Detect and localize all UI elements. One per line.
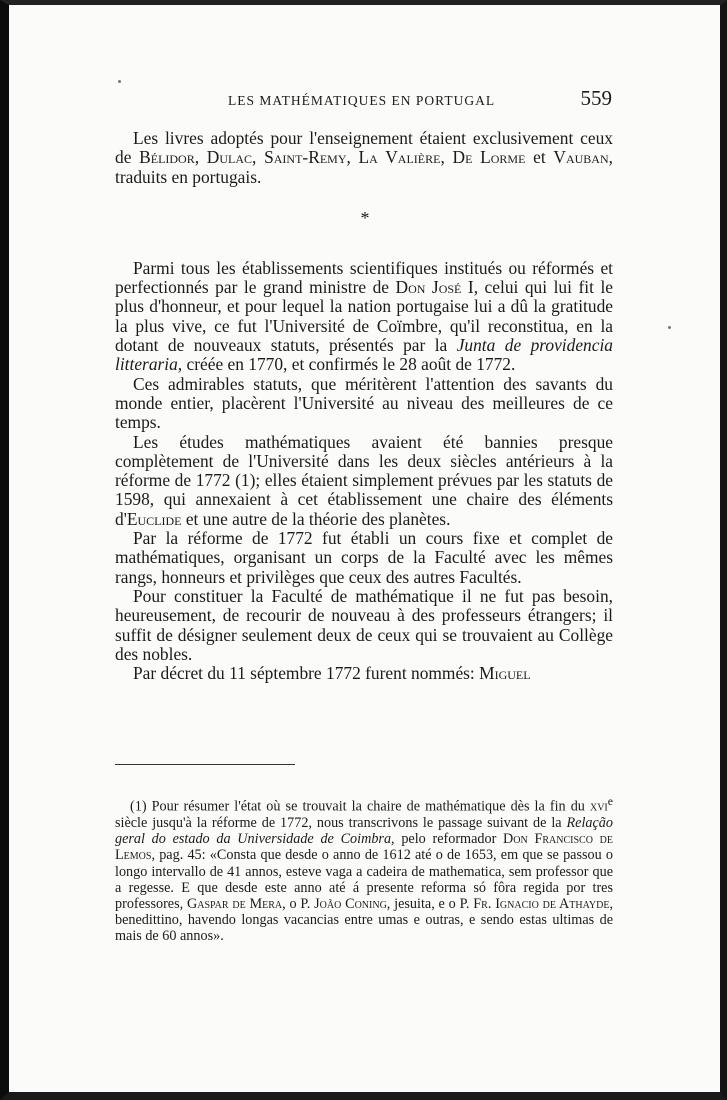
text-run: , (440, 147, 453, 168)
superscript: e (607, 794, 613, 808)
text-run: Les livres adoptés pour l'enseignement étaient exclusivement ceux de (115, 128, 613, 168)
scan-speck (118, 80, 121, 83)
text-run: et (525, 147, 554, 168)
person-name: Miguel (479, 663, 531, 684)
person-name: Euclide (126, 508, 182, 529)
text-run: , (194, 147, 207, 168)
scan-speck (668, 326, 671, 329)
footnote-text (115, 793, 613, 945)
text-run: créée en 1770, et confirmés le 28 août de 1772. (182, 354, 516, 375)
author-name: Bélidor (139, 147, 195, 168)
text-run: , traduits en portugais. (115, 147, 613, 187)
person-name: Fr. Ignacio de Athayde (473, 895, 610, 912)
paragraph-university (115, 259, 613, 375)
footnote (115, 793, 613, 945)
italic-title: Relação geral do estado da Universidade de Coimbra, (115, 814, 613, 848)
text-run: Parmi tous les établissements scientifiques institués ou réformés et perfectionnés par le grand ministre de (115, 257, 613, 298)
person-name: Don José I (395, 277, 474, 298)
text-run: (1) Pour résumer l'état où se trouvait la chaire de mathématique dès la fin du (130, 798, 590, 815)
text-run: et une autre de la théorie des planètes. (181, 508, 451, 529)
paragraph-reform: Par la réforme de 1772 fut établi un cours fixe et complet de mathématiques, organisant un corps de la Faculté avec les mêmes rangs, honneurs et privilèges que ceux des autres Facultés. (115, 528, 613, 587)
person-name: Gaspar de Mera (186, 895, 283, 912)
italic-title: Junta de providencia litteraria, (115, 335, 613, 375)
author-name: Dulac (206, 147, 253, 168)
author-name: Saint-Remy (264, 147, 347, 168)
author-name: De Lorme (452, 147, 526, 168)
century-numeral: xvi (589, 798, 608, 815)
text-run: Par décret du 11 séptembre 1772 furent nommés: (133, 663, 480, 684)
paragraph-books (115, 129, 613, 187)
author-name: La Valière (358, 147, 441, 168)
running-title: LES MATHÉMATIQUES EN PORTUGAL (228, 93, 496, 108)
section-asterism (115, 209, 613, 227)
text-run: , (346, 147, 359, 168)
paragraph-statutes: Ces admirables statuts, que méritèrent l'attention des savants du monde entier, placèrent l'Université au niveau des meilleures de ce temps. (115, 373, 613, 433)
text-run: , pag. 45: «Consta que desde o anno de 1612 até o de 1653, em que se passou o longo intervallo de 41 annos, esteve vaga a cadeira de mathematica, sem professor que a regesse. E que desde este anno até á presente reforma só fôra regida por tres professores, (115, 847, 613, 912)
text-run: , o P. (282, 895, 315, 912)
paragraph-faculty: Pour constituer la Faculté de mathématique il ne fut pas besoin, heureusement, de recourir de nouveau à des professeurs étrangers; il suffit de désigner seulement deux de ceux qui se trouvaient au Collège des nobles. (115, 585, 613, 664)
text-run: , benedittino, havendo longas vacancias entre umas e outras, e sendo estas ultimas de mais de 60 annos». (115, 895, 613, 945)
text-run: , (252, 147, 265, 168)
text-run: siècle jusqu'à la réforme de 1772, nous transcrivons le passage suivant de la (115, 814, 567, 831)
asterism-glyph: * (360, 207, 370, 228)
page-number: 559 (580, 86, 612, 110)
running-head (110, 86, 610, 116)
paragraph-decree (115, 664, 613, 683)
text-run: , celui qui lui fit le plus d'honneur, et pour lequel la nation portugaise lui a dû la gratitude la plus vive, ce fut l'Université de Coïmbre, qu'il reconstitua, en la dotant de nouveaux statuts, présentés par la (115, 277, 613, 356)
person-name: Don Francisco de Lemos (115, 831, 613, 864)
text-run: , jesuita, e o P. (386, 895, 474, 912)
text-run: Les études mathématiques avaient été bannies presque complètement de l'Université dans les deux siècles antérieurs à la réforme de 1772 (1); elles étaient simplement prévues par les statuts de 1598, qui annexaient à cet établissement une chaire des éléments d' (115, 431, 613, 529)
author-name: Vauban (553, 147, 609, 168)
paragraph-studies (115, 433, 613, 529)
text-run: pelo reformador (394, 831, 504, 848)
body-text (115, 129, 613, 683)
person-name: João Coning (314, 895, 387, 912)
footnote-rule (115, 764, 295, 765)
